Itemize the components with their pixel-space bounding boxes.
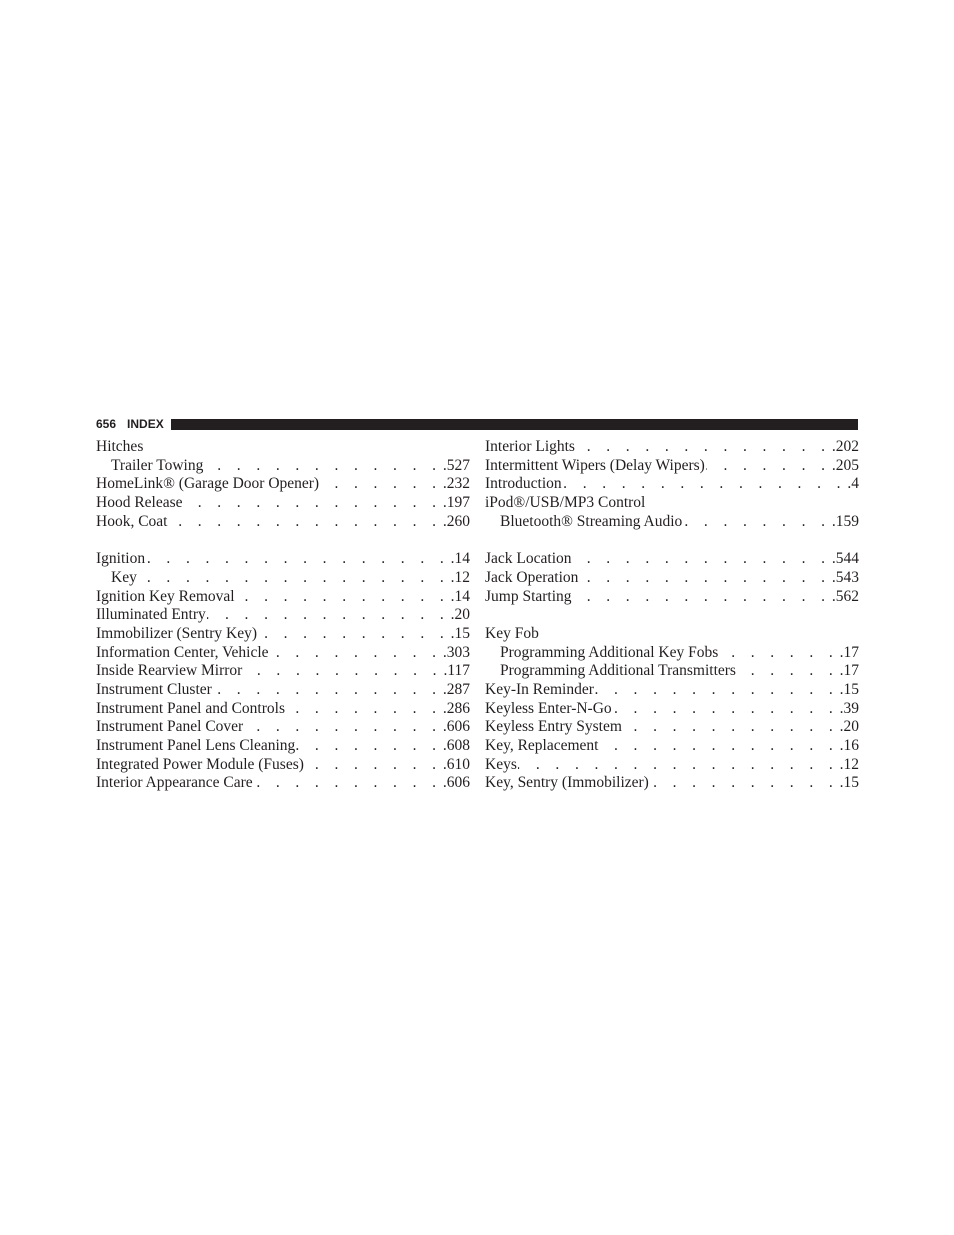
entry-page-number: .544 <box>831 550 859 568</box>
dot-leader <box>623 718 839 737</box>
dot-leader <box>576 438 831 457</box>
dot-leader <box>204 457 442 476</box>
entry-page-number: .15 <box>839 680 859 698</box>
index-entry <box>485 550 859 569</box>
entry-page-number: .17 <box>839 662 859 680</box>
dot-leader <box>244 718 442 737</box>
index-entry <box>485 625 859 644</box>
entry-label: Key <box>111 568 137 586</box>
entry-page-number: .14 <box>450 550 470 568</box>
dot-leader <box>518 756 839 775</box>
entry-label: Instrument Panel Lens Cleaning <box>96 737 296 754</box>
dot-leader <box>168 513 441 532</box>
entry-page-number: .606 <box>442 774 470 792</box>
index-entry <box>96 700 470 719</box>
entry-page-number: .4 <box>847 475 859 493</box>
entry-page-number: .608 <box>442 737 470 754</box>
dot-leader <box>286 700 442 719</box>
index-entry <box>485 494 859 513</box>
index-entry <box>96 606 470 625</box>
section-title: INDEX <box>127 417 164 431</box>
dot-leader <box>146 550 450 569</box>
entry-page-number: .15 <box>450 624 470 642</box>
entry-page-number: .286 <box>442 699 470 717</box>
index-entry <box>485 569 859 588</box>
entry-label: Key, Sentry (Immobilizer) <box>485 774 649 792</box>
index-entry <box>485 457 859 476</box>
dot-leader <box>683 513 831 532</box>
dot-leader <box>706 457 831 476</box>
index-column-left <box>96 438 470 793</box>
index-entry <box>96 662 470 681</box>
index-entry <box>485 737 859 756</box>
index-entry <box>96 774 470 793</box>
entry-label: iPod®/USB/MP3 Control <box>485 494 646 512</box>
entry-label: Jack Operation <box>485 568 579 586</box>
entry-label: Hitches <box>96 438 144 455</box>
entry-page-number: .287 <box>442 680 470 698</box>
dot-leader <box>650 774 839 793</box>
header-rule <box>171 419 858 430</box>
entry-label: Intermittent Wipers (Delay Wipers) <box>485 456 705 474</box>
index-entry <box>96 475 470 494</box>
entry-label: Immobilizer (Sentry Key) <box>96 624 257 642</box>
index-entry <box>96 756 470 775</box>
dot-leader <box>138 569 450 588</box>
dot-leader <box>573 550 831 569</box>
page-number: 656 <box>96 417 117 431</box>
index-entry <box>96 494 470 513</box>
index-subentry <box>485 513 859 532</box>
page-header <box>96 417 858 432</box>
entry-label: Introduction <box>485 475 562 493</box>
entry-label: Key-In Reminder <box>485 680 594 698</box>
entry-label: Jump Starting <box>485 587 572 605</box>
index-entry <box>96 513 470 532</box>
entry-label: Interior Lights <box>485 438 575 455</box>
index-subentry <box>485 644 859 663</box>
index-subentry <box>96 569 470 588</box>
entry-label: Keyless Entry System <box>485 718 622 736</box>
index-entry <box>485 774 859 793</box>
index-column-right <box>485 438 859 793</box>
index-entry <box>485 718 859 737</box>
entry-page-number: .260 <box>442 512 470 530</box>
dot-leader <box>613 700 839 719</box>
entry-page-number: .562 <box>831 587 859 605</box>
entry-label: Illuminated Entry <box>96 606 206 624</box>
dot-leader <box>296 737 442 756</box>
entry-label: Instrument Panel Cover <box>96 718 244 736</box>
entry-label: Jack Location <box>485 550 572 568</box>
index-subentry <box>485 662 859 681</box>
entry-label: Key Fob <box>485 624 539 642</box>
entry-label: Interior Appearance Care <box>96 774 253 792</box>
entry-page-number: .303 <box>442 643 470 661</box>
entry-page-number: .543 <box>831 568 859 586</box>
entry-page-number: .15 <box>839 774 859 792</box>
entry-page-number: .202 <box>831 438 859 455</box>
index-entry <box>485 588 859 607</box>
dot-leader <box>320 475 442 494</box>
index-entry <box>96 718 470 737</box>
entry-label: Ignition <box>96 550 146 568</box>
entry-page-number: .527 <box>442 456 470 474</box>
entry-label: Hood Release <box>96 494 183 512</box>
dot-leader <box>236 588 450 607</box>
entry-label: Information Center, Vehicle <box>96 643 269 661</box>
entry-page-number: .232 <box>442 475 470 493</box>
entry-label: Programming Additional Key Fobs <box>500 643 719 661</box>
entry-label: Instrument Cluster <box>96 680 212 698</box>
index-entry <box>485 756 859 775</box>
entry-label: Trailer Towing <box>111 456 204 474</box>
index-entry <box>485 700 859 719</box>
index-entry <box>96 625 470 644</box>
dot-leader <box>595 681 839 700</box>
dot-leader <box>243 662 442 681</box>
index-entry <box>485 438 859 457</box>
entry-label: Programming Additional Transmitters <box>500 662 736 680</box>
entry-label: Bluetooth® Streaming Audio <box>500 512 683 530</box>
index-entry <box>485 475 859 494</box>
entry-page-number: .606 <box>442 718 470 736</box>
dot-leader <box>719 644 838 663</box>
index-entry <box>96 737 470 756</box>
index-entry <box>96 644 470 663</box>
entry-label: Keys <box>485 755 517 773</box>
dot-leader <box>737 662 839 681</box>
dot-leader <box>270 644 442 663</box>
dot-leader <box>563 475 847 494</box>
entry-label: HomeLink® (Garage Door Opener) <box>96 475 320 493</box>
entry-page-number: .20 <box>450 606 470 624</box>
index-entry <box>96 681 470 700</box>
entry-label: Ignition Key Removal <box>96 587 235 605</box>
index-entry <box>96 588 470 607</box>
entry-page-number: .16 <box>839 737 859 754</box>
entry-label: Key, Replacement <box>485 737 599 754</box>
entry-label: Keyless Enter-N-Go <box>485 699 612 717</box>
entry-label: Integrated Power Module (Fuses) <box>96 755 304 773</box>
dot-leader <box>599 737 838 756</box>
entry-page-number: .17 <box>839 643 859 661</box>
dot-leader <box>573 588 831 607</box>
entry-page-number: .159 <box>831 512 859 530</box>
index-entry <box>96 550 470 569</box>
index-entry <box>485 681 859 700</box>
dot-leader <box>579 569 830 588</box>
index-entry <box>96 438 470 457</box>
entry-page-number: .117 <box>443 662 470 680</box>
entry-page-number: .197 <box>442 494 470 512</box>
dot-leader <box>213 681 442 700</box>
entry-page-number: .14 <box>450 587 470 605</box>
dot-leader <box>184 494 442 513</box>
entry-label: Hook, Coat <box>96 512 168 530</box>
entry-page-number: .39 <box>839 699 859 717</box>
entry-page-number: .610 <box>442 755 470 773</box>
entry-label: Instrument Panel and Controls <box>96 699 285 717</box>
entry-page-number: .205 <box>831 456 859 474</box>
dot-leader <box>305 756 442 775</box>
dot-leader <box>258 625 450 644</box>
entry-label: Inside Rearview Mirror <box>96 662 243 680</box>
entry-page-number: .12 <box>450 568 470 586</box>
entry-page-number: .20 <box>839 718 859 736</box>
dot-leader <box>254 774 442 793</box>
dot-leader <box>207 606 450 625</box>
entry-page-number: .12 <box>839 755 859 773</box>
index-subentry <box>96 457 470 476</box>
